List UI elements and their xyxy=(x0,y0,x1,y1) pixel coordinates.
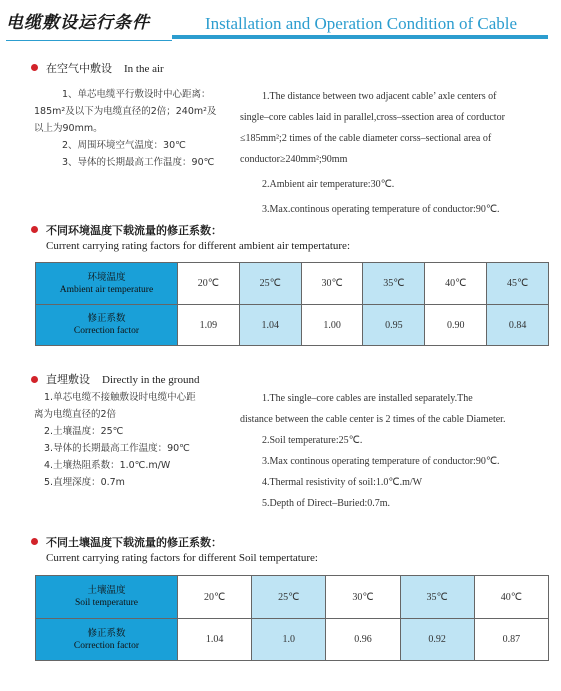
air-en-line: 2.Ambient air temperature:30℃. xyxy=(262,179,395,190)
air-conditions-cn xyxy=(34,86,244,171)
bullet-icon xyxy=(31,64,38,71)
table-cell: 45℃ xyxy=(487,263,549,305)
air-cn-line: 3、导体的长期最高工作温度：90℃ xyxy=(62,157,215,168)
section-air-title-cn: 在空气中敷设 xyxy=(46,62,112,75)
table-cell: 25℃ xyxy=(239,263,301,305)
header-rule xyxy=(172,35,548,39)
cell-label-cn: 修正系数 xyxy=(87,313,126,324)
cell-label-en: Correction factor xyxy=(73,640,140,651)
section-air-title-en: In the air xyxy=(124,63,164,75)
table-cell: 25℃ xyxy=(252,576,326,619)
soil-factor-table xyxy=(35,575,549,661)
air-en-line: 3.Max.continous operating temperature of conductor:90℃. xyxy=(262,204,500,215)
ground-cn-line: 2.土壤温度：25℃ xyxy=(44,426,124,437)
table-cell: 30℃ xyxy=(326,576,400,619)
table-row xyxy=(36,305,549,346)
table-cell: 40℃ xyxy=(425,263,487,305)
table-cell: 0.92 xyxy=(400,619,474,661)
ground-en-line: 2.Soil temperature:25℃. xyxy=(262,435,363,446)
bullet-icon xyxy=(31,226,38,233)
air-en-line: single–core cables laid in parallel,cross–ssection area of corductor xyxy=(240,112,505,123)
ground-en-line: distance between the cable center is 2 times of the cable Diameter. xyxy=(240,414,506,425)
page-title-en: Installation and Operation Condition of Cable xyxy=(205,14,518,33)
air-cn-line: 1、单芯电缆平行敷设时中心距离： xyxy=(62,89,211,100)
soil-factor-subtitle: Current carrying rating factors for different Soil tempertature: xyxy=(46,552,318,564)
ground-conditions-en xyxy=(240,388,522,514)
table-header-cell xyxy=(36,619,178,661)
bullet-icon xyxy=(31,538,38,545)
air-en-line: 1.The distance between two adjacent cable’ axle centers of xyxy=(262,91,497,102)
table-cell: 0.95 xyxy=(363,305,425,346)
table-row xyxy=(36,576,549,619)
table-cell: 20℃ xyxy=(178,263,240,305)
cell-label-cn: 修正系数 xyxy=(87,627,126,639)
ground-en-line: 5.Depth of Direct–Buried:0.7m. xyxy=(262,498,391,509)
ground-cn-line: 3.导体的长期最高工作温度：90℃ xyxy=(44,443,190,454)
table-cell: 1.04 xyxy=(239,305,301,346)
table-header-cell xyxy=(36,263,178,305)
bullet-icon xyxy=(31,376,38,383)
section-ground-title-cn: 直埋敷设 xyxy=(46,373,90,386)
table-header-cell xyxy=(36,576,178,619)
cell-label-cn: 环境温度 xyxy=(87,271,126,283)
section-ground-title xyxy=(46,371,199,387)
air-en-line: ≤185mm²;2 times of the cable diameter corss–sectional area of xyxy=(240,133,492,144)
air-en-line: conductor≥240mm²;90mm xyxy=(240,154,348,165)
table-cell: 0.90 xyxy=(425,305,487,346)
table-cell: 30℃ xyxy=(301,263,363,305)
ground-cn-line: 4.土壤热阻系数：1.0℃.m/W xyxy=(44,460,171,471)
section-air-title xyxy=(46,60,164,76)
cell-label-cn: 土壤温度 xyxy=(87,585,126,596)
table-cell: 0.84 xyxy=(487,305,549,346)
table-header-cell xyxy=(36,305,178,346)
table-cell: 1.0 xyxy=(252,619,326,661)
air-cn-line: 185m²及以下为电缆直径的2倍；240m²及 xyxy=(34,106,217,117)
table-cell: 35℃ xyxy=(400,576,474,619)
cell-label-en: Soil temperature xyxy=(74,598,139,608)
table-cell: 1.00 xyxy=(301,305,363,346)
table-row xyxy=(36,619,549,661)
table-row xyxy=(36,263,549,305)
header-rule-thin xyxy=(6,40,172,41)
ground-cn-line: 离为电缆直径的2倍 xyxy=(34,409,117,420)
ground-cn-line: 1.单芯电缆不接触敷设时电缆中心距 xyxy=(44,392,196,403)
air-cn-line: 2、周围环境空气温度：30℃ xyxy=(62,140,186,151)
ground-cn-line: 5.直埋深度：0.7m xyxy=(44,477,125,488)
table-cell: 0.96 xyxy=(326,619,400,661)
table-cell: 1.04 xyxy=(178,619,252,661)
soil-factor-title: 不同土壤温度下载流量的修正系数： xyxy=(46,536,222,549)
air-factor-table xyxy=(35,262,549,346)
ground-en-line: 3.Max continous operating temperature of conductor:90℃. xyxy=(262,456,500,467)
air-cn-line: 以上为90mm。 xyxy=(34,123,103,134)
cell-label-en: Correction factor xyxy=(73,326,140,336)
cell-label-en: Ambient air temperature xyxy=(59,284,154,295)
air-factor-title: 不同环境温度下载流量的修正系数： xyxy=(46,224,222,237)
ground-conditions-cn xyxy=(34,389,244,491)
table-cell: 20℃ xyxy=(178,576,252,619)
air-factor-subtitle: Current carrying rating factors for different ambient air tempertature: xyxy=(46,240,350,252)
page-title-cn: 电缆敷设运行条件 xyxy=(6,13,150,33)
section-ground-title-en: Directly in the ground xyxy=(102,374,200,386)
table-cell: 40℃ xyxy=(474,576,548,619)
ground-en-line: 4.Thermal resistivity of soil:1.0℃.m/W xyxy=(262,477,423,488)
air-conditions-en xyxy=(240,86,522,220)
table-cell: 35℃ xyxy=(363,263,425,305)
table-cell: 1.09 xyxy=(178,305,240,346)
table-cell: 0.87 xyxy=(474,619,548,661)
ground-en-line: 1.The single–core cables are installed separately.The xyxy=(262,393,473,404)
